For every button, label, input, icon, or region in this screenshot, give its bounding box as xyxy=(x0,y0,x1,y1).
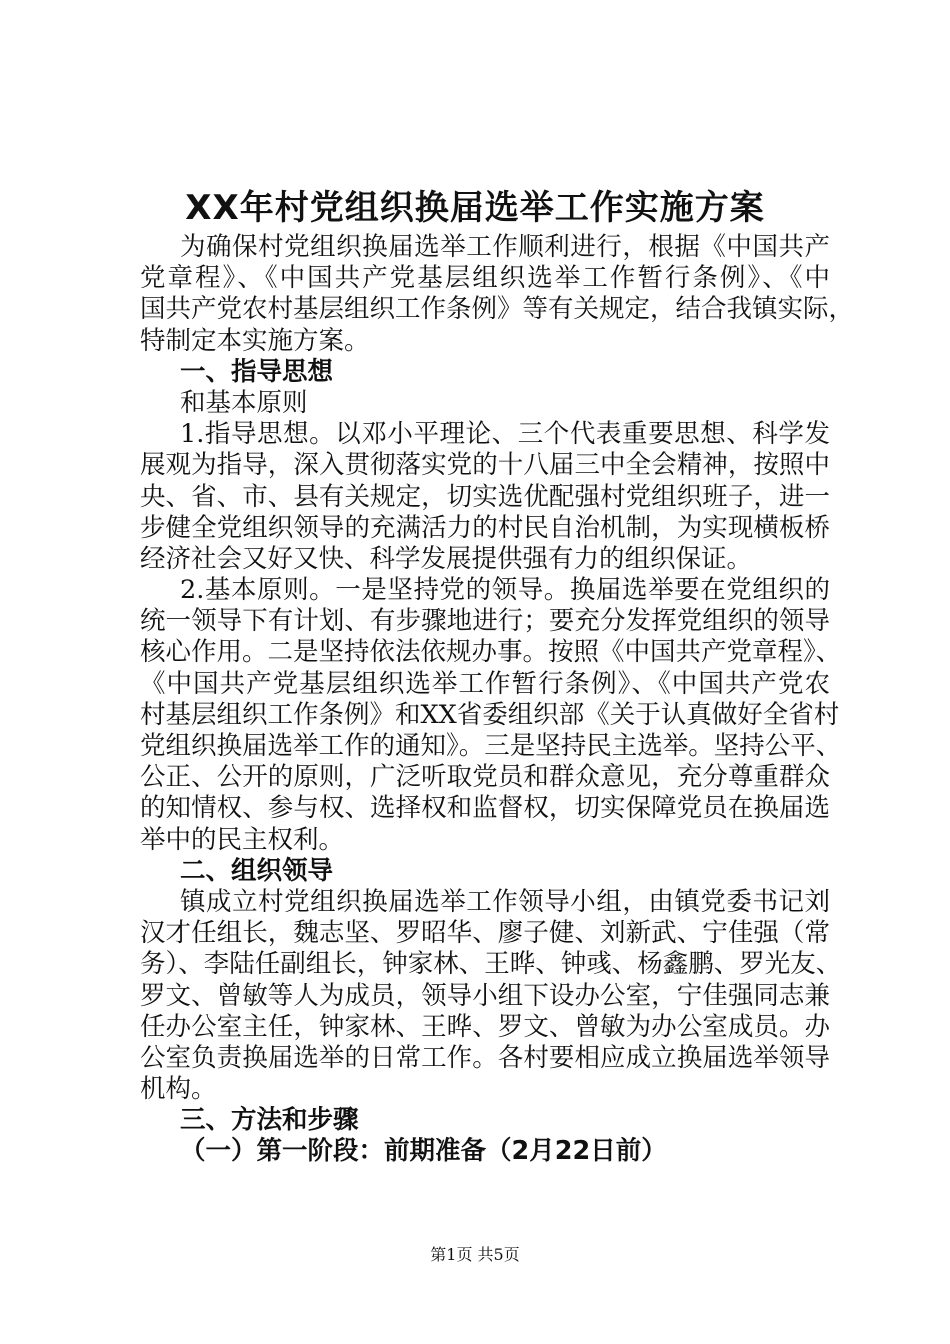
body-text-line: 国共产党农村基层组织工作条例》等有关规定，结合我镇实际， xyxy=(140,294,855,325)
body-text-line: 罗文、曾敏等人为成员，领导小组下设办公室，宁佳强同志兼 xyxy=(140,980,830,1011)
body-text-line: 举中的民主权利。 xyxy=(140,824,345,855)
page-footer: 第1页 共5页 xyxy=(430,1245,520,1264)
body-text-line: 和基本原则 xyxy=(180,387,308,418)
body-text-line: 为确保村党组织换届选举工作顺利进行，根据《中国共产 xyxy=(180,232,830,262)
body-text-line: 步健全党组织领导的充满活力的村民自治机制，为实现横板桥 xyxy=(140,512,830,543)
body-text-line: 任办公室主任，钟家林、王晔、罗文、曾敏为办公室成员。办 xyxy=(140,1011,830,1042)
body-text-line: 村基层组织工作条例》和XX省委组织部《关于认真做好全省村 xyxy=(140,699,840,730)
body-text-line: 核心作用。二是坚持依法依规办事。按照《中国共产党章程》、 xyxy=(140,637,842,668)
body-text-line: 党组织换届选举工作的通知》。三是坚持民主选举。坚持公平、 xyxy=(140,731,842,761)
section-heading: 二、组织领导 xyxy=(180,855,334,886)
body-text-line: 《中国共产党基层组织选举工作暂行条例》、《中国共产党农 xyxy=(140,668,830,699)
section-heading: 一、指导思想 xyxy=(180,356,334,387)
body-text-line: 2.基本原则。一是坚持党的领导。换届选举要在党组织的 xyxy=(180,575,830,606)
body-text-line: 的知情权、参与权、选择权和监督权，切实保障党员在换届选 xyxy=(140,793,830,824)
body-text-line: 镇成立村党组织换届选举工作领导小组，由镇党委书记刘 xyxy=(180,886,830,917)
document-body xyxy=(140,232,855,1168)
body-text-line: 经济社会又好又快、科学发展提供强有力的组织保证。 xyxy=(140,543,753,574)
body-text-line: 展观为指导，深入贯彻落实党的十八届三中全会精神，按照中 xyxy=(140,450,830,481)
section-heading: 三、方法和步骤 xyxy=(180,1105,359,1136)
body-text-line: 1.指导思想。以邓小平理论、三个代表重要思想、科学发 xyxy=(180,419,830,450)
body-text-line: 务）、李陆任副组长，钟家林、王晔、钟彧、杨鑫鹏、罗光友、 xyxy=(140,949,842,980)
section-heading: （一）第一阶段：前期准备（2月22日前） xyxy=(180,1136,667,1167)
body-text-line: 公正、公开的原则，广泛听取党员和群众意见，充分尊重群众 xyxy=(140,762,830,793)
body-text-line: 统一领导下有计划、有步骤地进行；要充分发挥党组织的领导 xyxy=(140,606,830,637)
document-title: XX年村党组织换届选举工作实施方案 xyxy=(185,188,765,228)
body-text-line: 汉才任组长，魏志坚、罗昭华、廖子健、刘新武、宁佳强（常 xyxy=(140,918,830,949)
body-text-line: 机构。 xyxy=(140,1074,217,1105)
body-text-line: 党章程》、《中国共产党基层组织选举工作暂行条例》、《中 xyxy=(140,263,830,294)
body-text-line: 央、省、市、县有关规定，切实选优配强村党组织班子，进一 xyxy=(140,481,830,512)
body-text-line: 特制定本实施方案。 xyxy=(140,325,370,356)
body-text-line: 公室负责换届选举的日常工作。各村要相应成立换届选举领导 xyxy=(140,1042,830,1073)
